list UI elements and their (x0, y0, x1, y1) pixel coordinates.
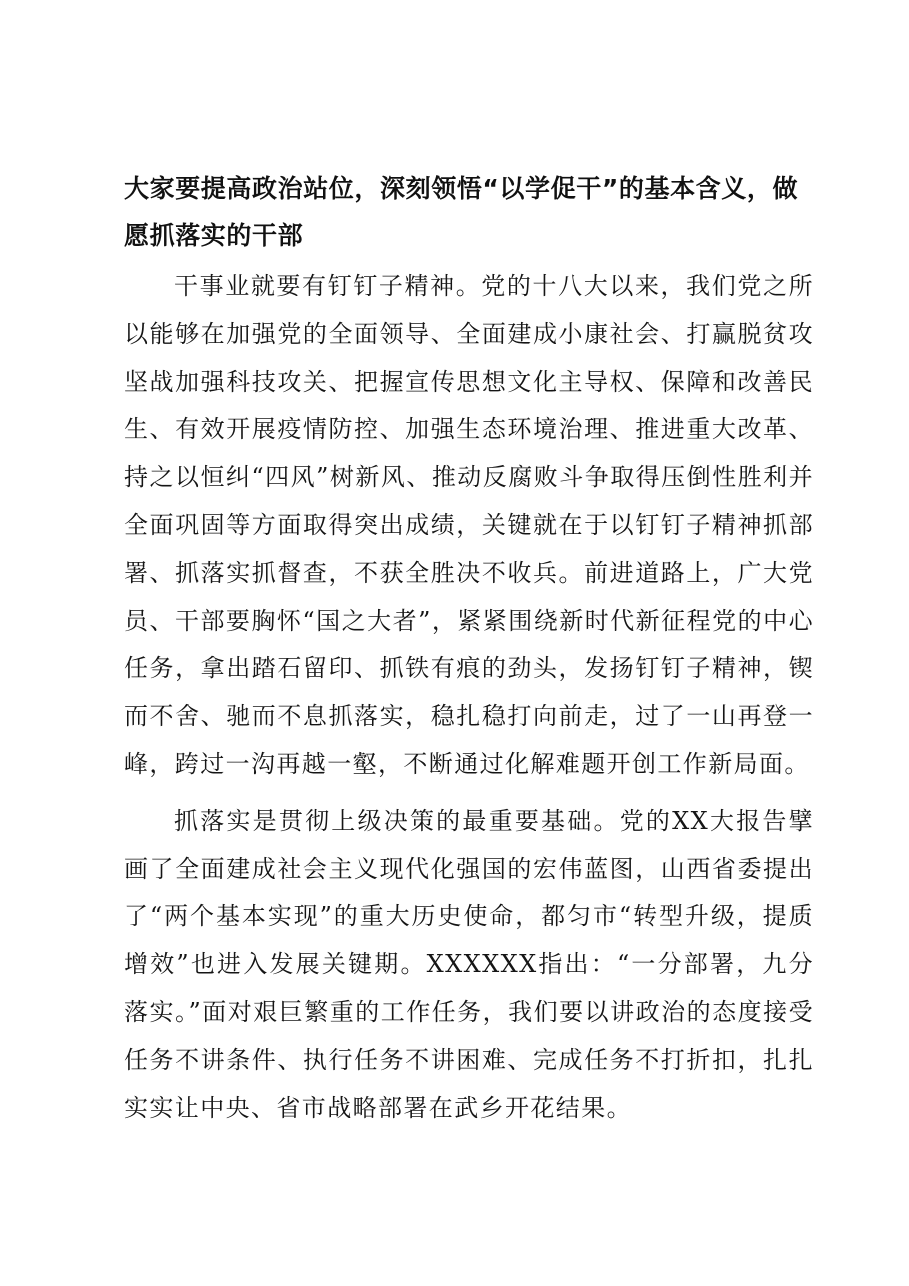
body-text (124, 263, 814, 1132)
paragraph-2: 抓落实是贯彻上级决策的最重要基础。党的XX大报告擘画了全面建成社会主义现代化强国的宏伟蓝图，山西省委提出了“两个基本实现”的重大历史使命，都匀市“转型升级，提质增效”也进入发展关键期。XXXXXX指出：“一分部署，九分落实。”面对艰巨繁重的工作任务，我们要以讲政治的态度接受任务不讲条件、执行任务不讲困难、完成任务不打折扣，扎扎实实让中央、省市战略部署在武乡开花结果。 (124, 806, 814, 1122)
section-heading: 大家要提高政治站位，深刻领悟“以学促干”的基本含义，做愿抓落实的干部 (124, 174, 799, 250)
paragraph-1: 干事业就要有钉钉子精神。党的十八大以来，我们党之所以能够在加强党的全面领导、全面建成小康社会、打赢脱贫攻坚战加强科技攻关、把握宣传思想文化主导权、保障和改善民生、有效开展疫情防控、加强生态环境治理、推进重大改革、持之以恒纠“四风”树新风、推动反腐败斗争取得压倒性胜利并全面巩固等方面取得突出成绩，关键就在于以钉钉子精神抓部署、抓落实抓督查，不获全胜决不收兵。前进道路上，广大党员、干部要胸怀“国之大者”，紧紧围绕新时代新征程党的中心任务，拿出踏石留印、抓铁有痕的劲头，发扬钉钉子精神，锲而不舍、驰而不息抓落实，稳扎稳打向前走，过了一山再登一峰，跨过一沟再越一壑，不断通过化解难题开创工作新局面。 (124, 272, 814, 778)
